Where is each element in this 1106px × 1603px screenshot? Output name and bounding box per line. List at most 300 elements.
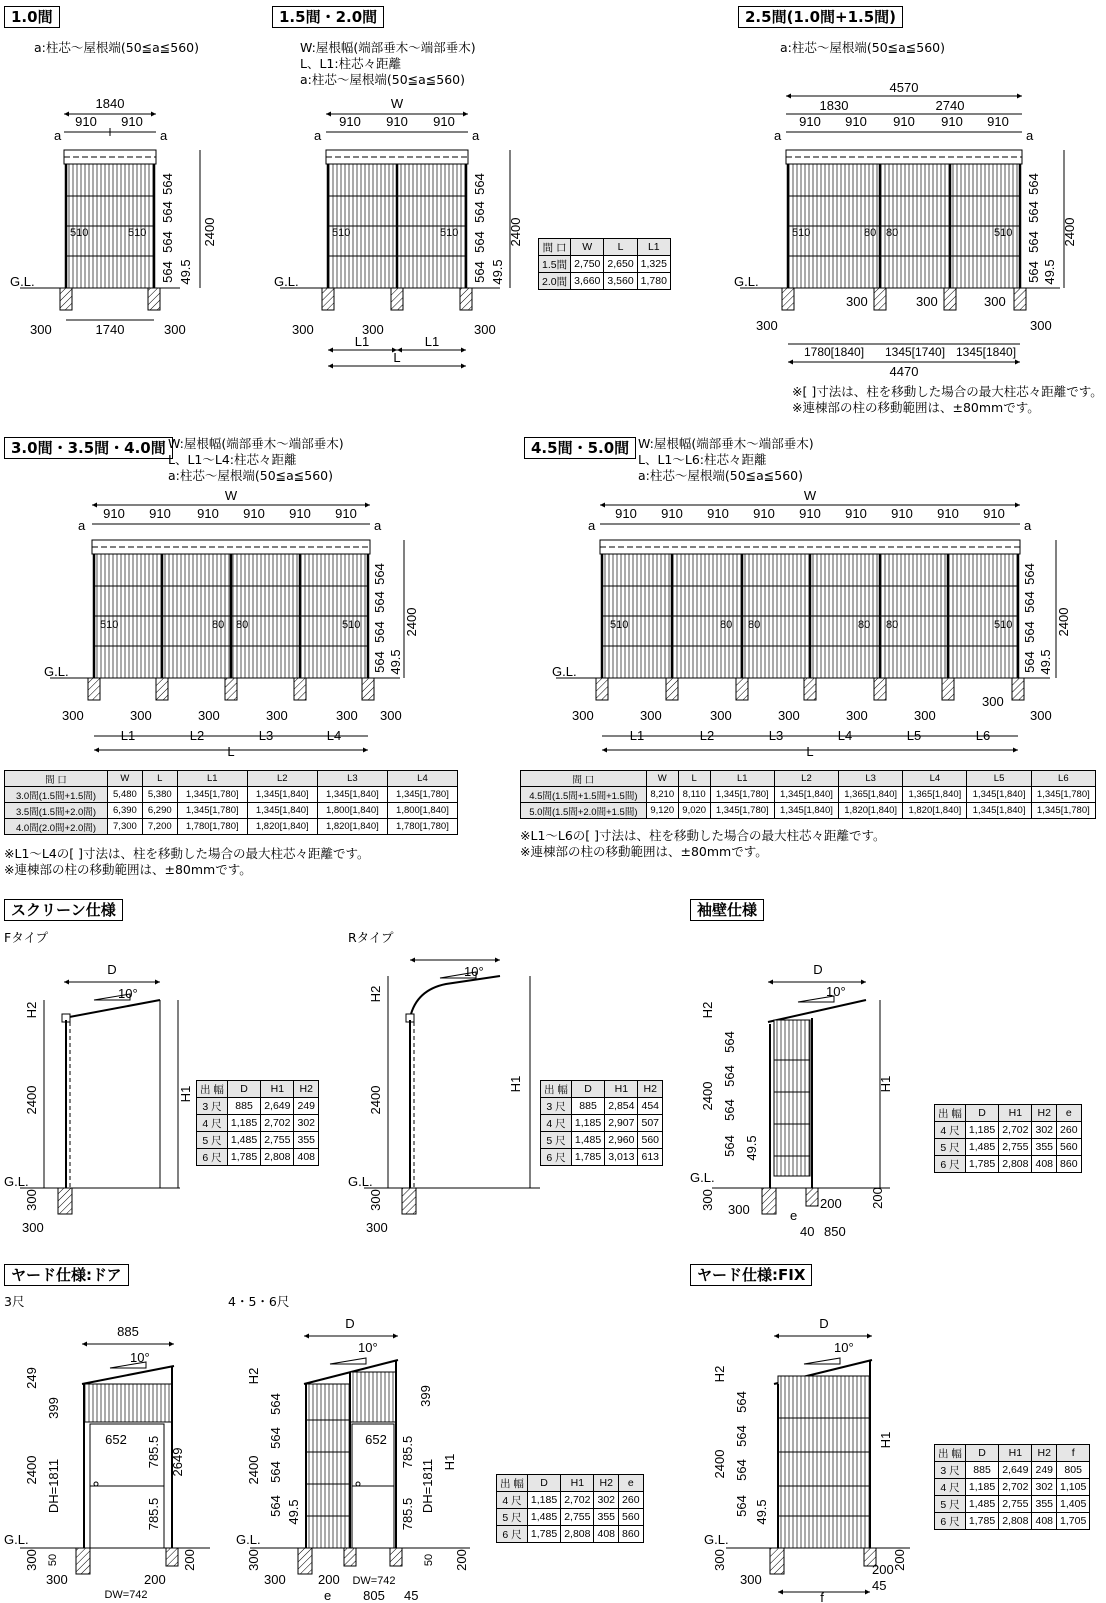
table-header-cell: L4 (903, 771, 967, 787)
dim-300-1-5a: 300 (292, 322, 314, 337)
dim-200-sodev: 200 (870, 1187, 885, 1209)
dim-80-4b: 80 (748, 619, 761, 631)
dim-50-door456: 50 (423, 1553, 435, 1567)
footnote-2-5-b: ※連棟部の柱の移動範囲は、±80mmです。 (792, 400, 1040, 415)
dim-564-door456d: 564 (268, 1495, 283, 1517)
dim-80-4d: 80 (886, 619, 899, 631)
dim-910-2-5a: 910 (799, 114, 821, 129)
table-header-cell: L1 (710, 771, 774, 787)
table-cell: 1,345[1,840] (774, 803, 838, 819)
dim-510-2-5b: 510 (994, 227, 1013, 239)
dim-d-f: D (107, 962, 117, 977)
note-3-0-a: a:柱芯～屋根端(50≦a≦560) (168, 468, 333, 483)
dim-300-door456v: 300 (246, 1549, 261, 1571)
elevation-4-5 (556, 505, 1056, 750)
dim-deg-fix: 10° (834, 1340, 854, 1355)
dim-910-4b: 910 (661, 506, 683, 521)
table-header-cell: 出 幅 (541, 1081, 572, 1098)
table-cell: 885 (227, 1098, 260, 1115)
table-cell: 4.0間(2.0間+2.0間) (5, 819, 108, 835)
dim-300-4h: 300 (1030, 708, 1052, 723)
dim-l1-4: L1 (629, 728, 645, 743)
table-cell: 1,785 (227, 1149, 260, 1166)
dim-564-1a: 564 (160, 173, 175, 195)
footnote-3-0-a: ※L1～L4の[ ]寸法は、柱を移動した場合の最大柱芯々距離です。 (4, 846, 370, 861)
dim-l1-1-5b: L1 (424, 334, 440, 349)
dim-a-4r: a (1024, 518, 1032, 533)
label-f-type: Fタイプ (4, 930, 49, 945)
table-cell: 3.5間(1.5間+2.0間) (5, 803, 108, 819)
dim-49-5-door456: 49.5 (286, 1499, 301, 1525)
table-cell: 2,755 (999, 1496, 1032, 1513)
table-cell: 260 (619, 1492, 644, 1509)
note-1-5-w: W:屋根幅(端部垂木～端部垂木) (300, 40, 476, 55)
dim-l1-3: L1 (120, 728, 136, 743)
dim-300-fv: 300 (24, 1189, 39, 1211)
table-cell: 1,345[1,840] (317, 787, 387, 803)
table-header-cell: L2 (247, 771, 317, 787)
dim-510-2-5a: 510 (792, 227, 811, 239)
dim-2400-door3: 2400 (24, 1455, 39, 1485)
dim-40-sode: 40 (800, 1224, 815, 1239)
dim-2400-f: 2400 (24, 1085, 39, 1115)
dim-l2-4: L2 (699, 728, 715, 743)
dim-300-4f: 300 (914, 708, 936, 723)
table-cell: 1,185 (227, 1115, 260, 1132)
dim-49-5-1: 49.5 (178, 259, 193, 285)
dim-564-2-5d: 564 (1026, 261, 1041, 283)
table-cell: 1,820[1,840] (247, 819, 317, 835)
dim-564-door456b: 564 (268, 1427, 283, 1449)
dim-l1-1-5a: L1 (354, 334, 370, 349)
dim-300-rv: 300 (368, 1189, 383, 1211)
dim-564-4a: 564 (1022, 563, 1037, 585)
footnote-2-5-a: ※[ ]寸法は、柱を移動した場合の最大柱芯々距離です。 (792, 384, 1103, 399)
dim-a-left: a (54, 128, 62, 143)
table-cell: 2,649 (999, 1462, 1032, 1479)
table-header-cell: 間 口 (521, 771, 647, 787)
dim-910-2-5c: 910 (893, 114, 915, 129)
table-header-cell: L1 (637, 239, 670, 256)
table-header-cell: D (965, 1445, 998, 1462)
table-cell: 1,820[1,840] (317, 819, 387, 835)
table-header-cell: H1 (999, 1445, 1032, 1462)
dim-300-1-5b: 300 (362, 322, 384, 337)
table-header-cell: D (227, 1081, 260, 1098)
gl-f: G.L. (4, 1174, 29, 1189)
table-cell: 8,210 (646, 787, 678, 803)
note-3-0-l: L、L1～L4:柱芯々距離 (168, 452, 297, 467)
dim-300-2-5e: 300 (1030, 318, 1052, 333)
dim-910-4a: 910 (615, 506, 637, 521)
table-cell: 2,702 (999, 1479, 1032, 1496)
dim-910-3e: 910 (289, 506, 311, 521)
table-cell: 2,808 (999, 1513, 1032, 1530)
section-title-1-5-2-0: 1.5間・2.0間 (272, 6, 384, 28)
table-cell: 2,755 (999, 1139, 1032, 1156)
dim-910-3d: 910 (243, 506, 265, 521)
table-cell: 6 尺 (935, 1156, 966, 1173)
dim-785-5-c: 785.5 (400, 1435, 415, 1469)
dim-300-1-5c: 300 (474, 322, 496, 337)
dim-80-4c: 80 (858, 619, 871, 631)
label-3shaku: 3尺 (4, 1294, 25, 1309)
dim-564-sodec: 564 (722, 1099, 737, 1121)
table-fix (934, 1444, 1090, 1530)
gl-4: G.L. (552, 664, 577, 679)
side-view-f-type (20, 982, 180, 1214)
dim-a-4l: a (588, 518, 596, 533)
table-cell: 1.5間 (539, 256, 571, 273)
table-cell: 6,290 (142, 803, 177, 819)
table-cell: 1,485 (571, 1132, 604, 1149)
dim-1840: 1840 (95, 96, 125, 111)
table-cell: 1,405 (1057, 1496, 1090, 1513)
dim-910-b: 910 (121, 114, 143, 129)
table-cell: 5 尺 (497, 1509, 528, 1526)
table-cell: 6 尺 (541, 1149, 572, 1166)
dim-w-3-0: W (224, 488, 238, 503)
dim-h1-r: H1 (508, 1075, 523, 1093)
table-header-cell: L3 (317, 771, 387, 787)
dim-a-right: a (160, 128, 168, 143)
table-cell: 4 尺 (497, 1492, 528, 1509)
dim-300-3e: 300 (336, 708, 358, 723)
table-cell: 885 (571, 1098, 604, 1115)
label-r-type: Rタイプ (348, 930, 394, 945)
table-cell: 1,785 (571, 1149, 604, 1166)
table-cell: 8,110 (678, 787, 710, 803)
table-cell: 5 尺 (197, 1132, 228, 1149)
dim-785-5-a: 785.5 (146, 1435, 161, 1469)
dim-l4-3: L4 (326, 728, 342, 743)
dim-564-1-5d: 564 (472, 261, 487, 283)
dim-2400-1-5: 2400 (508, 217, 523, 247)
dim-a-1-5r: a (472, 128, 480, 143)
note-4-5-l: L、L1～L6:柱芯々距離 (638, 452, 767, 467)
dim-805-door456: 805 (363, 1588, 385, 1603)
gl-r: G.L. (348, 1174, 373, 1189)
table-cell: 1,485 (227, 1132, 260, 1149)
dim-a-2-5l: a (774, 128, 782, 143)
table-cell: 2,907 (605, 1115, 638, 1132)
dim-850-sode: 850 (824, 1224, 846, 1239)
dim-300-3a: 300 (62, 708, 84, 723)
table-cell: 7,200 (142, 819, 177, 835)
table-header-cell: L1 (177, 771, 247, 787)
dim-564-door456c: 564 (268, 1461, 283, 1483)
table-header-cell: L4 (387, 771, 457, 787)
dim-910-4e: 910 (799, 506, 821, 521)
gl-door3: G.L. (4, 1532, 29, 1547)
note-4-5-w: W:屋根幅(端部垂木～端部垂木) (638, 436, 814, 451)
gl-door456: G.L. (236, 1532, 261, 1547)
table-header-cell: W (107, 771, 142, 787)
table-header-cell: 出 幅 (935, 1105, 966, 1122)
table-cell: 560 (638, 1132, 663, 1149)
section-title-yard-door: ヤード仕様:ドア (4, 1264, 129, 1286)
table-cell: 3,560 (604, 273, 637, 290)
dim-564-fixd: 564 (734, 1495, 749, 1517)
dim-510-b: 510 (128, 227, 147, 239)
table-header-cell: H1 (605, 1081, 638, 1098)
dim-l-3: L (227, 744, 235, 759)
table-header-cell: 間 口 (539, 239, 571, 256)
table-cell: 860 (619, 1526, 644, 1543)
dim-h1-fix: H1 (878, 1431, 893, 1449)
table-cell: 4 尺 (935, 1122, 966, 1139)
table-cell: 454 (638, 1098, 663, 1115)
dim-80-3b: 80 (236, 619, 249, 631)
dim-4570: 4570 (889, 80, 919, 95)
table-cell: 249 (1032, 1462, 1057, 1479)
dim-885: 885 (117, 1324, 139, 1339)
dim-300-4c: 300 (710, 708, 732, 723)
dim-564-fixa: 564 (734, 1391, 749, 1413)
table-header-cell: e (619, 1475, 644, 1492)
table-cell: 1,780[1,780] (177, 819, 247, 835)
dim-l2-3: L2 (189, 728, 205, 743)
table-cell: 1,345[1,780] (1031, 787, 1095, 803)
dim-510-3a: 510 (100, 619, 119, 631)
dim-w-4-5: W (803, 488, 817, 503)
table-cell: 2,854 (605, 1098, 638, 1115)
dim-deg-door3: 10° (130, 1350, 150, 1365)
section-title-2-5: 2.5間(1.0間+1.5間) (738, 6, 903, 28)
table-cell: 2,960 (605, 1132, 638, 1149)
table-cell: 1,345[1,780] (1031, 803, 1095, 819)
table-1-5 (538, 238, 671, 290)
dim-49-5-sode: 49.5 (744, 1135, 759, 1161)
dim-910-2-5e: 910 (987, 114, 1009, 129)
dim-300-2-5c: 300 (916, 294, 938, 309)
dim-910-4c: 910 (707, 506, 729, 521)
dim-564-4c: 564 (1022, 621, 1037, 643)
table-header-cell: e (1057, 1105, 1082, 1122)
dim-300-4d: 300 (778, 708, 800, 723)
label-456shaku: 4・5・6尺 (228, 1294, 290, 1309)
table-cell: 1,705 (1057, 1513, 1090, 1530)
table-cell: 2,650 (604, 256, 637, 273)
dim-49-5-1-5: 49.5 (490, 259, 505, 285)
dim-564-3b: 564 (372, 591, 387, 613)
dim-910-1-5b: 910 (386, 114, 408, 129)
dim-2649: 2649 (170, 1447, 185, 1477)
table-cell: 4 尺 (541, 1115, 572, 1132)
dim-e-door456: e (324, 1588, 332, 1603)
table-cell: 355 (1032, 1496, 1057, 1513)
table-cell: 1,325 (637, 256, 670, 273)
table-header-cell: H2 (594, 1475, 619, 1492)
gl-1-5: G.L. (274, 274, 299, 289)
table-cell: 1,365[1,840] (839, 787, 903, 803)
table-cell: 4.5間(1.5間+1.5間+1.5間) (521, 787, 647, 803)
table-cell: 1,345[1,780] (177, 803, 247, 819)
table-cell: 1,185 (527, 1492, 560, 1509)
dim-dw-door3: DW=742 (104, 1589, 148, 1601)
dim-w-1-5: W (390, 96, 404, 111)
note-2-5: a:柱芯～屋根端(50≦a≦560) (780, 40, 945, 55)
table-cell: 5 尺 (935, 1139, 966, 1156)
dim-1345-1840: 1345[1840] (955, 345, 1017, 359)
dim-910-2-5d: 910 (941, 114, 963, 129)
table-header-cell: 間 口 (5, 771, 108, 787)
dim-300-door3v: 300 (24, 1549, 39, 1571)
dim-80-3a: 80 (212, 619, 225, 631)
table-cell: 1,785 (527, 1526, 560, 1543)
table-3-0 (4, 770, 458, 835)
dim-564-fixc: 564 (734, 1459, 749, 1481)
gl-sode: G.L. (690, 1170, 715, 1185)
table-cell: 1,820[1,840] (903, 803, 967, 819)
table-cell: 560 (619, 1509, 644, 1526)
table-header-cell: H1 (999, 1105, 1032, 1122)
dim-d-door456: D (345, 1316, 355, 1331)
footnote-3-0-b: ※連棟部の柱の移動範囲は、±80mmです。 (4, 862, 252, 877)
table-cell: 1,185 (965, 1122, 998, 1139)
dim-49-5-4: 49.5 (1038, 649, 1053, 675)
dim-2400-2-5: 2400 (1062, 217, 1077, 247)
dim-h2-f: H2 (24, 1001, 39, 1019)
table-header-cell: L3 (839, 771, 903, 787)
elevation-2-5 (740, 96, 1064, 362)
table-cell: 2,649 (261, 1098, 294, 1115)
table-cell: 507 (638, 1115, 663, 1132)
table-cell: 1,485 (965, 1496, 998, 1513)
section-title-4-5-5-0: 4.5間・5.0間 (524, 437, 636, 459)
dim-50-door3: 50 (47, 1553, 59, 1567)
dim-dw-door456: DW=742 (352, 1575, 396, 1587)
table-cell: 3 尺 (935, 1462, 966, 1479)
table-header-cell: L (678, 771, 710, 787)
dim-deg-r: 10° (464, 964, 484, 979)
table-cell: 1,345[1,840] (967, 787, 1031, 803)
dim-300-rh: 300 (366, 1220, 388, 1235)
table-cell: 5.0間(1.5間+2.0間+1.5間) (521, 803, 647, 819)
dim-300-sodev: 300 (700, 1189, 715, 1211)
table-header-cell: 出 幅 (935, 1445, 966, 1462)
dim-200-door456: 200 (318, 1572, 340, 1587)
dim-510-4a: 510 (610, 619, 629, 631)
table-header-cell: f (1057, 1445, 1090, 1462)
table-cell: 355 (1032, 1139, 1057, 1156)
dim-h2-sode: H2 (700, 1001, 715, 1019)
dim-564-fixb: 564 (734, 1425, 749, 1447)
dim-510-4b: 510 (994, 619, 1013, 631)
dim-h1-sode: H1 (878, 1075, 893, 1093)
section-title-yard-fix: ヤード仕様:FIX (690, 1264, 812, 1286)
table-cell: 302 (1032, 1479, 1057, 1496)
dim-300-sodeh: 300 (728, 1202, 750, 1217)
table-cell: 1,365[1,840] (903, 787, 967, 803)
dim-910-2-5b: 910 (845, 114, 867, 129)
table-cell: 1,345[1,780] (710, 803, 774, 819)
dim-300-4g: 300 (982, 694, 1004, 709)
table-cell: 249 (294, 1098, 319, 1115)
table-header-cell: 出 幅 (497, 1475, 528, 1492)
dim-564-2-5c: 564 (1026, 231, 1041, 253)
section-title-1-0: 1.0間 (4, 6, 60, 28)
dim-200-sode: 200 (820, 1196, 842, 1211)
dim-300-3b: 300 (130, 708, 152, 723)
dim-49-5-fix: 49.5 (754, 1499, 769, 1525)
dim-d-sode: D (813, 962, 823, 977)
dim-910-4f: 910 (845, 506, 867, 521)
table-cell: 1,185 (965, 1479, 998, 1496)
table-f-type (196, 1080, 319, 1166)
note-3-0-w: W:屋根幅(端部垂木～端部垂木) (168, 436, 344, 451)
table-cell: 1,345[1,840] (247, 803, 317, 819)
dim-a-3r: a (374, 518, 382, 533)
table-cell: 408 (1032, 1156, 1057, 1173)
table-cell: 613 (638, 1149, 663, 1166)
dim-l6-4: L6 (975, 728, 991, 743)
footnote-4-5-b: ※連棟部の柱の移動範囲は、±80mmです。 (520, 844, 768, 859)
table-cell: 1,105 (1057, 1479, 1090, 1496)
table-cell: 3 尺 (541, 1098, 572, 1115)
table-header-cell: D (527, 1475, 560, 1492)
table-4-5 (520, 770, 1096, 819)
dim-564-4d: 564 (1022, 651, 1037, 673)
table-cell: 9,020 (678, 803, 710, 819)
dim-a-3l: a (78, 518, 86, 533)
table-cell: 408 (1032, 1513, 1057, 1530)
dim-200-fixv: 200 (892, 1549, 907, 1571)
dim-910-1-5a: 910 (339, 114, 361, 129)
table-header-cell: D (965, 1105, 998, 1122)
dim-564-1-5a: 564 (472, 173, 487, 195)
dim-300-2-5b: 300 (846, 294, 868, 309)
dim-200-door3: 200 (144, 1572, 166, 1587)
dim-d-fix: D (819, 1316, 829, 1331)
table-header-cell: L6 (1031, 771, 1095, 787)
table-cell: 5,380 (142, 787, 177, 803)
dim-2400-4: 2400 (1056, 607, 1071, 637)
dim-564-3a: 564 (372, 563, 387, 585)
section-title-3-0-4-0: 3.0間・3.5間・4.0間 (4, 437, 173, 459)
table-cell: 3.0間(1.5間+1.5間) (5, 787, 108, 803)
gl-2-5: G.L. (734, 274, 759, 289)
dim-200-fix: 200 (872, 1562, 894, 1577)
dim-1830: 1830 (819, 98, 849, 113)
dim-deg-sode: 10° (826, 984, 846, 999)
table-header-cell: D (571, 1081, 604, 1098)
table-cell: 1,185 (571, 1115, 604, 1132)
dim-f-fix: f (820, 1590, 824, 1603)
table-header-cell: L (604, 239, 637, 256)
note-1-0: a:柱芯～屋根端(50≦a≦560) (34, 40, 199, 55)
table-r-type (540, 1080, 663, 1166)
table-cell: 860 (1057, 1156, 1082, 1173)
section-title-screen: スクリーン仕様 (4, 899, 123, 921)
table-header-cell: L (142, 771, 177, 787)
dim-200-door456v: 200 (454, 1549, 469, 1571)
dim-l4-4: L4 (837, 728, 853, 743)
dim-510-3b: 510 (342, 619, 361, 631)
table-cell: 2,702 (999, 1122, 1032, 1139)
table-cell: 355 (294, 1132, 319, 1149)
table-cell: 4 尺 (935, 1479, 966, 1496)
dim-300-r: 300 (164, 322, 186, 337)
table-cell: 1,345[1,780] (177, 787, 247, 803)
table-cell: 6 尺 (497, 1526, 528, 1543)
dim-300-3d: 300 (266, 708, 288, 723)
table-cell: 4 尺 (197, 1115, 228, 1132)
dim-249: 249 (24, 1367, 39, 1389)
table-cell: 6,390 (107, 803, 142, 819)
dim-300-l: 300 (30, 322, 52, 337)
dim-910-4i: 910 (983, 506, 1005, 521)
